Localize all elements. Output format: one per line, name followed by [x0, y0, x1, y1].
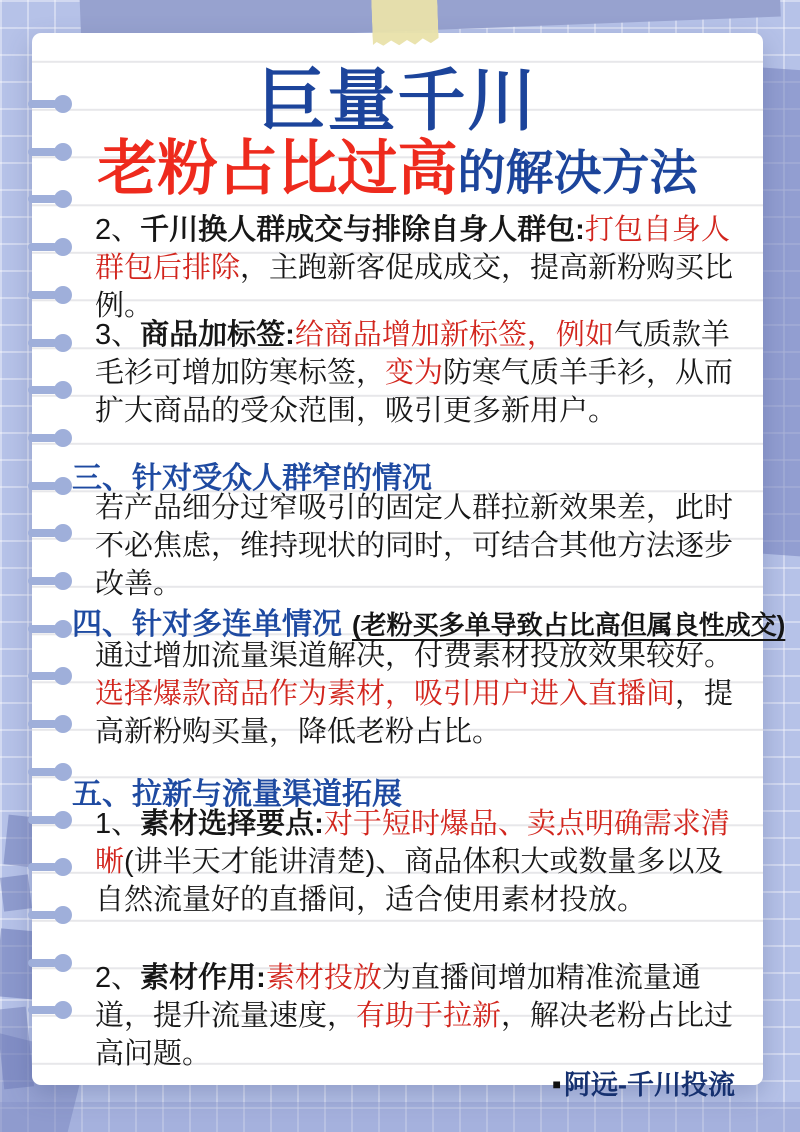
text-run: 为直播间增加精准流量通道，提升流量速度， [95, 962, 701, 1032]
text-run: 变为 [385, 357, 444, 389]
yellow-tape-decoration [371, 0, 439, 47]
subtitle-rest: 的解决方法 [457, 147, 698, 200]
text-run: (讲半天才能讲清楚)、商品体积大或数量多以及自然流量好的直播间，适合使用素材投放。 [95, 846, 724, 916]
binder-pin [28, 434, 58, 442]
binder-pin [28, 291, 58, 299]
text-run: 2、 [95, 962, 141, 994]
binder-pin [28, 672, 58, 680]
author-signature [553, 1063, 735, 1102]
binder-pin [28, 720, 58, 728]
text-run: 有助于拉新 [356, 1000, 502, 1032]
binder-pin [28, 195, 58, 203]
text-run: 给商品增加新标签，例如 [294, 319, 614, 351]
section-4-heading-text: 四、针对多连单情况 [72, 608, 342, 641]
text-run: 2、 [95, 214, 141, 246]
binder-pin [28, 816, 58, 824]
section-5-item-2 [95, 959, 741, 1073]
binder-pin [28, 911, 58, 919]
text-run: 素材投放 [265, 962, 382, 994]
bottom-shade-band [0, 1102, 800, 1132]
text-run: ，解决老粉占比过高问题。 [95, 1000, 734, 1070]
section-3-body: 若产品细分过窄吸引的固定人群拉新效果差，此时不必焦虑，维持现状的同时，可结合其他方法逐步改善。 [95, 492, 734, 600]
binder-pin [28, 339, 58, 347]
text-run: 选择爆款商品作为素材，吸引用户进入直播间 [95, 678, 676, 710]
binder-pin [28, 243, 58, 251]
binder-pin [28, 529, 58, 537]
square-bullet-icon: ■ [552, 1076, 561, 1092]
section-5-heading: 五、拉新与流量渠道拓展 [72, 778, 402, 811]
blue-scrap-decoration [0, 874, 32, 911]
text-run: 3、 [95, 319, 141, 351]
text-run: 1、 [95, 808, 141, 840]
binder-pin [28, 1006, 58, 1014]
binder-pin [28, 959, 58, 967]
text-run: 商品加标签: [140, 319, 295, 351]
binder-pin [28, 577, 58, 585]
binder-pin [28, 625, 58, 633]
paragraph-method-2 [95, 211, 741, 325]
text-run: 素材作用: [140, 962, 266, 994]
text-run: 气质款羊毛衫可增加防寒标签， [95, 319, 730, 389]
paragraph-method-3 [95, 316, 741, 430]
subtitle-highlight: 老粉占比过高 [97, 135, 458, 202]
text-run: 千川换人群成交与排除自身人群包: [140, 214, 585, 246]
text-run: 素材选择要点: [140, 808, 324, 840]
text-run: ，提高新粉购买量，降低老粉占比。 [95, 678, 734, 748]
binder-pin [28, 148, 58, 156]
text-run: 防寒气质羊手衫，从而扩大商品的受众范围，吸引更多新用户。 [95, 357, 734, 427]
binder-pin [28, 768, 58, 776]
title-line1: 巨量千川 [257, 63, 538, 139]
section-4-body [95, 637, 741, 751]
notebook-paper [32, 33, 786, 1100]
text-run: ，主跑新客促成成交，提高新粉购买比例。 [95, 252, 734, 322]
author-name: 阿远-千川投流 [564, 1070, 735, 1100]
page-subtitle [32, 121, 763, 207]
binder-pin [28, 100, 58, 108]
binder-pin [28, 482, 58, 490]
binder-pin [28, 386, 58, 394]
section-4-heading-note: (老粉买多单导致占比高但属良性成交) [352, 610, 786, 640]
section-3-heading: 三、针对受众人群窄的情况 [72, 462, 432, 495]
binder-pin [28, 863, 58, 871]
text-run: 对于短时爆品、卖点明确需求清晰 [95, 808, 730, 878]
text-run: 打包自身人群包后排除 [95, 214, 730, 284]
text-run: 通过增加流量渠道解决，付费素材投放效果较好。 [95, 640, 734, 672]
section-5-item-1 [95, 805, 741, 919]
